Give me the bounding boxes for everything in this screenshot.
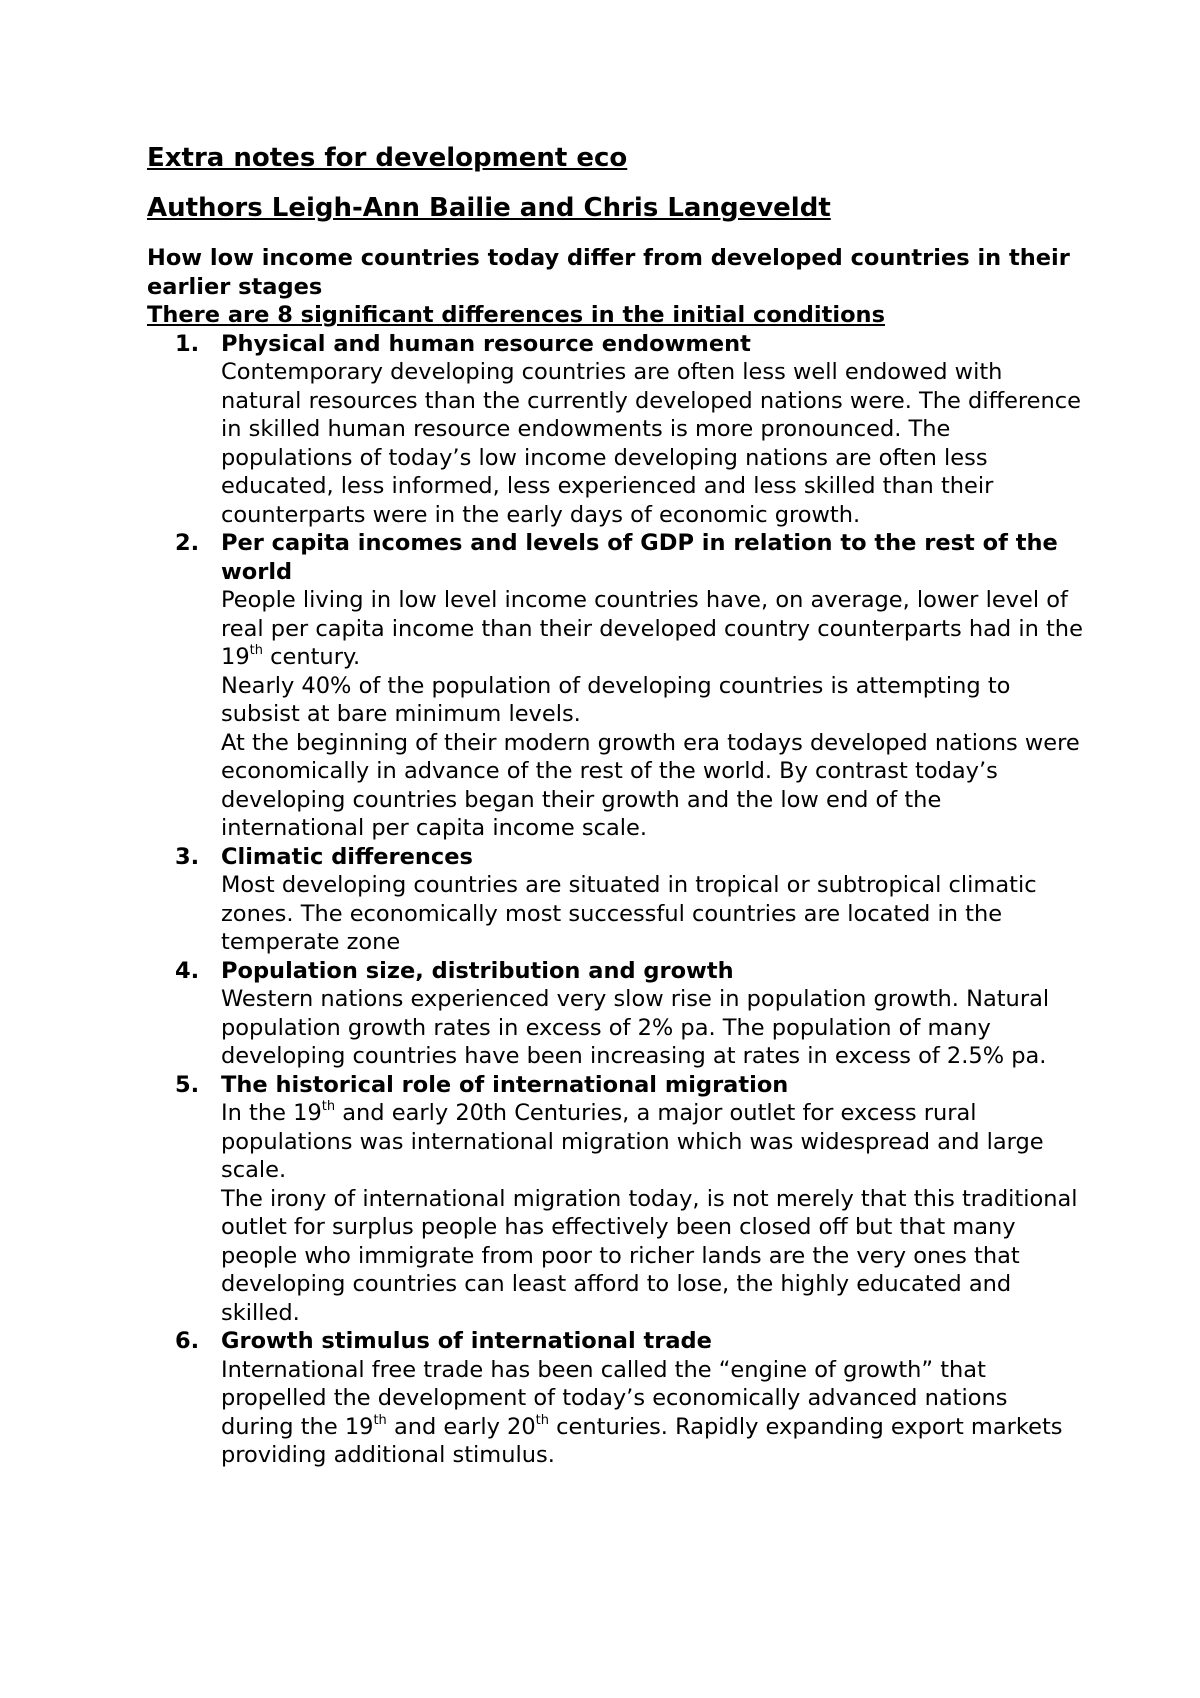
- list-item: [147, 843, 1087, 957]
- text-run: centuries. Rapidly expanding export markets providing additional stimulus.: [221, 1413, 1063, 1468]
- list-item-paragraph: At the beginning of their modern growth era todays developed nations were economically in advance of the rest of the world. By contrast today’s developing countries began their growth and the low end of the international per capita income scale.: [221, 729, 1080, 841]
- text-run: and early 20th Centuries, a major outlet for excess rural populations was international migration which was widespread and large scale.: [221, 1100, 1044, 1183]
- text-run: In the 19: [221, 1100, 322, 1126]
- list-item: [147, 1071, 1087, 1328]
- list-item: [147, 957, 1087, 1071]
- list-item-number: 1.: [175, 330, 200, 357]
- section-heading: How low income countries today differ from developed countries in their earlier stages: [147, 245, 1070, 300]
- list-item-paragraph: The irony of international migration today, is not merely that this traditional outlet for surplus people has effectively been closed off but that many people who immigrate from poor to richer lands are the very ones that developing countries can least afford to lose, the highly educated and skilled.: [221, 1185, 1078, 1326]
- list-item-paragraph: Nearly 40% of the population of developing countries is attempting to subsist at bare minimum levels.: [221, 672, 1011, 727]
- document-page: [147, 140, 1087, 1470]
- document-title: Extra notes for development eco: [147, 143, 628, 173]
- list-item-number: 6.: [175, 1328, 200, 1354]
- text-run: People living in low level income countries have, on average, lower level of real per capita income than their developed country counterparts had in the 19: [221, 587, 1083, 670]
- list-item-heading: Growth stimulus of international trade: [221, 1328, 712, 1354]
- text-run: International free trade has been called the “engine of growth” that propelled the development of today’s economically advanced nations during the 19: [221, 1356, 1008, 1440]
- list-item-number: 3.: [175, 843, 200, 870]
- list-item-paragraph: [221, 1356, 1087, 1470]
- list-item-number: 4.: [175, 957, 200, 984]
- list-item-heading: Climatic differences: [221, 843, 473, 870]
- list-item-paragraph: Contemporary developing countries are often less well endowed with natural resources than the currently developed nations were. The difference in skilled human resource endowments is more pronounced. The populations of today’s low income developing nations are often less educated, less informed, less experienced and less skilled than their counterparts were in the early days of economic growth.: [221, 359, 1081, 528]
- list-item-number: 5.: [175, 1071, 200, 1098]
- superscript: th: [373, 1412, 387, 1428]
- list-item-heading: Per capita incomes and levels of GDP in relation to the rest of the world: [221, 530, 1058, 585]
- text-run: century.: [262, 644, 361, 670]
- list-item-heading: The historical role of international migration: [221, 1071, 789, 1098]
- section-subheading: There are 8 significant differences in the initial conditions: [147, 302, 885, 328]
- differences-list: [147, 330, 1087, 1470]
- list-item-paragraph: Western nations experienced very slow rise in population growth. Natural population growth rates in excess of 2% pa. The population of many developing countries have been increasing at rates in excess of 2.5% pa.: [221, 986, 1050, 1069]
- list-item-paragraph: [221, 1099, 1087, 1185]
- list-item: [147, 1327, 1087, 1470]
- list-item-paragraph: Most developing countries are situated in tropical or subtropical climatic zones. The economically most successful countries are located in the temperate zone: [221, 872, 1037, 955]
- superscript: th: [321, 1099, 336, 1114]
- list-item: [147, 330, 1087, 530]
- list-item-number: 2.: [175, 530, 200, 556]
- list-item-heading: Population size, distribution and growth: [221, 957, 734, 984]
- document-authors: Authors Leigh-Ann Bailie and Chris Langeveldt: [147, 193, 831, 223]
- superscript: th: [249, 643, 263, 658]
- text-run: and early 20: [386, 1413, 536, 1440]
- list-item-paragraph: [221, 586, 1087, 672]
- list-item: [147, 529, 1087, 843]
- superscript: th: [535, 1412, 550, 1428]
- list-item-heading: Physical and human resource endowment: [221, 330, 751, 357]
